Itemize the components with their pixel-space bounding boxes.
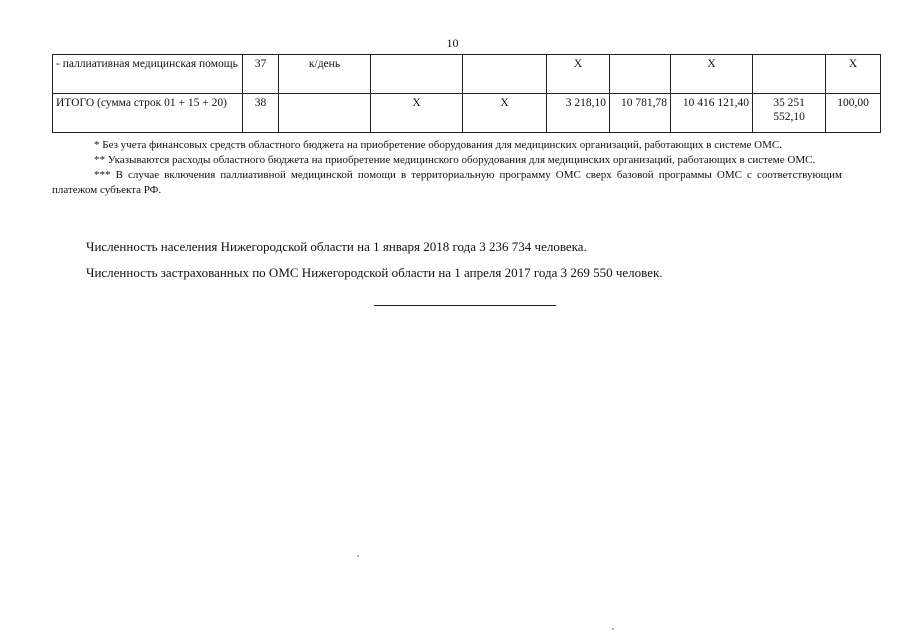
value-cell: 10 781,78: [610, 94, 671, 133]
unit-cell: к/день: [279, 55, 371, 94]
value-cell: 3 218,10: [547, 94, 610, 133]
unit-cell: [279, 94, 371, 133]
value-cell: X: [547, 55, 610, 94]
value-cell: X: [826, 55, 881, 94]
value-cell: 10 416 121,40: [671, 94, 753, 133]
table-row: [53, 55, 881, 94]
value-cell: 35 251 552,10: [753, 94, 826, 133]
value-cell: X: [371, 94, 463, 133]
footnote: *** В случае включения паллиативной медицинской помощи в территориальную программу ОМС сверх базовой программы ОМС с соответствующим платежом субъекта РФ.: [52, 169, 842, 196]
row-name-cell: - паллиативная медицинская помощь: [53, 55, 243, 94]
value-cell: [753, 55, 826, 94]
end-divider: [374, 305, 556, 306]
scan-speck: [357, 555, 359, 557]
insured-statement: Численность застрахованных по ОМС Нижегородской области на 1 апреля 2017 года 3 269 550 человек.: [86, 265, 663, 280]
scan-speck: [612, 628, 614, 630]
value-cell: [610, 55, 671, 94]
page-number: 10: [446, 36, 459, 50]
value-cell: 100,00: [826, 94, 881, 133]
value-cell: [371, 55, 463, 94]
row-number-cell: 37: [243, 55, 279, 94]
footnotes: [52, 138, 842, 198]
footnote: * Без учета финансовых средств областного бюджета на приобретение оборудования для медицинских организаций, работающих в системе ОМС.: [94, 139, 782, 151]
population-statement: Численность населения Нижегородской области на 1 января 2018 года 3 236 734 человека.: [86, 239, 587, 254]
value-cell: X: [463, 94, 547, 133]
value-cell: [463, 55, 547, 94]
table-row: [53, 94, 881, 133]
value-cell: X: [671, 55, 753, 94]
row-name-cell: ИТОГО (сумма строк 01 + 15 + 20): [53, 94, 243, 133]
financial-table: [52, 54, 881, 133]
row-number-cell: 38: [243, 94, 279, 133]
footnote: ** Указываются расходы областного бюджета на приобретение медицинского оборудования для медицинских организаций, работающих в системе ОМС.: [94, 154, 816, 166]
